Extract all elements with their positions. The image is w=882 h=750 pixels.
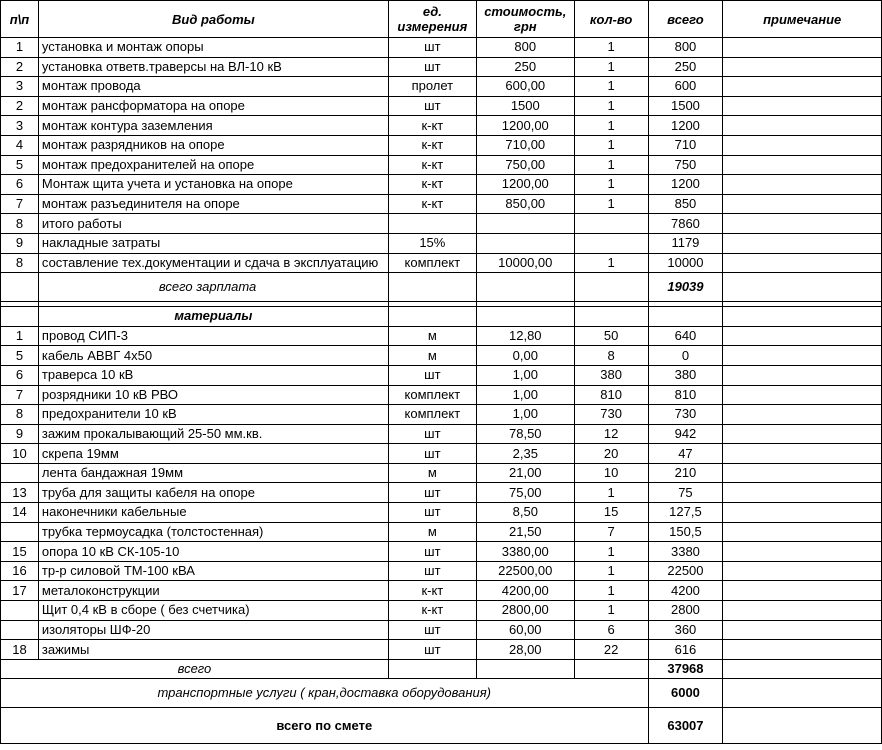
cell-cost: 22500,00 (476, 561, 574, 581)
materials-header-row (1, 307, 882, 327)
cell-empty (574, 307, 648, 327)
cell-note (723, 503, 882, 523)
cell-num: 17 (1, 581, 39, 601)
cell-name: накладные затраты (38, 233, 388, 253)
material-row (1, 483, 882, 503)
cell-note (723, 175, 882, 195)
cell-unit: к-кт (388, 601, 476, 621)
cell-name: зажимы (38, 640, 388, 660)
cell-unit: м (388, 522, 476, 542)
cell-num: 1 (1, 38, 39, 58)
cell-cost: 1,00 (476, 385, 574, 405)
material-row (1, 405, 882, 425)
cell-empty (388, 307, 476, 327)
cell-name: траверса 10 кВ (38, 365, 388, 385)
cell-name: провод СИП-3 (38, 326, 388, 346)
cell-num: 5 (1, 155, 39, 175)
cell-total: 850 (648, 194, 723, 214)
cell-unit: к-кт (388, 116, 476, 136)
cell-cost: 750,00 (476, 155, 574, 175)
material-row (1, 601, 882, 621)
cell-cost: 800 (476, 38, 574, 58)
cell-cost: 1,00 (476, 405, 574, 425)
cell-name: тр-р силовой ТМ-100 кВА (38, 561, 388, 581)
cell-note (723, 273, 882, 302)
work-row (1, 233, 882, 253)
cell-cost: 1500 (476, 96, 574, 116)
cell-unit: шт (388, 444, 476, 464)
cell-label: всего зарплата (38, 273, 388, 302)
material-row (1, 561, 882, 581)
cell-total: 19039 (648, 273, 723, 302)
cell-total: 600 (648, 77, 723, 97)
cell-name: опора 10 кВ СК-105-10 (38, 542, 388, 562)
cell-unit: шт (388, 542, 476, 562)
cell-qty: 12 (574, 424, 648, 444)
header-num: п\п (1, 1, 39, 38)
cell-note (723, 581, 882, 601)
work-row (1, 96, 882, 116)
cell-name: монтаж предохранителей на опоре (38, 155, 388, 175)
cell-qty: 1 (574, 601, 648, 621)
material-row (1, 346, 882, 366)
cell-total: 22500 (648, 561, 723, 581)
cell-qty: 810 (574, 385, 648, 405)
cell-cost: 710,00 (476, 135, 574, 155)
work-row (1, 175, 882, 195)
cell-unit: комплект (388, 405, 476, 425)
cell-num (1, 601, 39, 621)
cell-cost: 1200,00 (476, 116, 574, 136)
cell-cost: 2,35 (476, 444, 574, 464)
cell-name: установка ответв.траверсы на ВЛ-10 кВ (38, 57, 388, 77)
cell-qty: 1 (574, 77, 648, 97)
cell-num: 16 (1, 561, 39, 581)
cell-unit: к-кт (388, 175, 476, 195)
cell-unit: к-кт (388, 581, 476, 601)
cell-num: 7 (1, 385, 39, 405)
cell-note (723, 601, 882, 621)
cell-num: 8 (1, 405, 39, 425)
cell-total: 730 (648, 405, 723, 425)
header-row (1, 1, 882, 38)
cell-total: 63007 (648, 708, 723, 744)
materials-total-row (1, 659, 882, 679)
cell-unit: шт (388, 57, 476, 77)
cell-name: установка и монтаж опоры (38, 38, 388, 58)
cell-note (723, 483, 882, 503)
cell-total: 942 (648, 424, 723, 444)
cell-num: 2 (1, 96, 39, 116)
material-row (1, 385, 882, 405)
cell-label: всего (1, 659, 389, 679)
cell-num: 3 (1, 116, 39, 136)
cell-qty: 10 (574, 463, 648, 483)
cell-cost: 600,00 (476, 77, 574, 97)
cell-cost (476, 214, 574, 234)
cell-unit (388, 214, 476, 234)
cell-unit: м (388, 463, 476, 483)
cell-note (723, 253, 882, 273)
cell-cost: 12,80 (476, 326, 574, 346)
cell-note (723, 77, 882, 97)
cell-qty (574, 214, 648, 234)
cell-note (723, 708, 882, 744)
cell-cost: 28,00 (476, 640, 574, 660)
cell-qty: 1 (574, 561, 648, 581)
cell-note (723, 405, 882, 425)
cell-num: 18 (1, 640, 39, 660)
cell-num: 15 (1, 542, 39, 562)
cell-qty: 7 (574, 522, 648, 542)
cell-qty: 1 (574, 116, 648, 136)
cell-total: 6000 (648, 679, 723, 708)
cell-unit: шт (388, 503, 476, 523)
cell-num (1, 273, 39, 302)
cell-note (723, 424, 882, 444)
material-row (1, 424, 882, 444)
cell-total: 2800 (648, 601, 723, 621)
cell-empty (476, 273, 574, 302)
cell-unit: к-кт (388, 155, 476, 175)
cell-total: 1200 (648, 116, 723, 136)
material-row (1, 620, 882, 640)
cell-empty (723, 307, 882, 327)
cell-unit: комплект (388, 385, 476, 405)
cell-total: 1200 (648, 175, 723, 195)
cell-note (723, 214, 882, 234)
cell-qty: 1 (574, 175, 648, 195)
cell-total: 4200 (648, 581, 723, 601)
cell-name: Щит 0,4 кВ в сборе ( без счетчика) (38, 601, 388, 621)
cell-num: 5 (1, 346, 39, 366)
cell-empty (476, 659, 574, 679)
material-row (1, 522, 882, 542)
cell-qty: 1 (574, 135, 648, 155)
cell-name: металоконструкции (38, 581, 388, 601)
salary-row (1, 273, 882, 302)
cell-note (723, 659, 882, 679)
cell-total: 0 (648, 346, 723, 366)
cell-cost (476, 233, 574, 253)
cell-note (723, 561, 882, 581)
cell-num: 9 (1, 233, 39, 253)
cell-note (723, 116, 882, 136)
cell-empty (476, 307, 574, 327)
work-row (1, 57, 882, 77)
cell-name: труба для защиты кабеля на опоре (38, 483, 388, 503)
cell-unit: шт (388, 38, 476, 58)
cell-qty: 15 (574, 503, 648, 523)
cell-unit: шт (388, 96, 476, 116)
cell-note (723, 522, 882, 542)
cell-num (1, 522, 39, 542)
work-row (1, 38, 882, 58)
cell-name: Монтаж щита учета и установка на опоре (38, 175, 388, 195)
cell-num (1, 463, 39, 483)
cell-qty: 1 (574, 542, 648, 562)
header-total: всего (648, 1, 723, 38)
header-unit: ед. измерения (388, 1, 476, 38)
cell-cost: 10000,00 (476, 253, 574, 273)
cell-name: монтаж разрядников на опоре (38, 135, 388, 155)
work-row (1, 155, 882, 175)
cell-num: 9 (1, 424, 39, 444)
cell-total: 47 (648, 444, 723, 464)
cell-unit: 15% (388, 233, 476, 253)
cell-total: 1500 (648, 96, 723, 116)
cell-note (723, 463, 882, 483)
cell-qty: 50 (574, 326, 648, 346)
cell-name: кабель АВВГ 4х50 (38, 346, 388, 366)
cell-qty: 1 (574, 194, 648, 214)
cell-cost: 21,50 (476, 522, 574, 542)
cell-cost: 1,00 (476, 365, 574, 385)
cell-total: 640 (648, 326, 723, 346)
header-cost: стоимость, грн (476, 1, 574, 38)
cell-empty (388, 273, 476, 302)
cell-unit: м (388, 346, 476, 366)
cell-qty: 1 (574, 253, 648, 273)
cell-total: 810 (648, 385, 723, 405)
header-work: Вид работы (38, 1, 388, 38)
cell-num: 8 (1, 214, 39, 234)
cell-note (723, 444, 882, 464)
material-row (1, 326, 882, 346)
cell-unit: шт (388, 561, 476, 581)
work-row (1, 253, 882, 273)
work-row (1, 116, 882, 136)
cell-num: 8 (1, 253, 39, 273)
cell-total: 800 (648, 38, 723, 58)
materials-label: материалы (38, 307, 388, 327)
cell-empty (388, 659, 476, 679)
cell-note (723, 233, 882, 253)
cell-empty (648, 307, 723, 327)
cell-unit: м (388, 326, 476, 346)
header-qty: кол-во (574, 1, 648, 38)
cell-name: монтаж провода (38, 77, 388, 97)
cell-cost: 8,50 (476, 503, 574, 523)
cell-num: 10 (1, 444, 39, 464)
material-row (1, 463, 882, 483)
cell-total: 250 (648, 57, 723, 77)
cell-cost: 2800,00 (476, 601, 574, 621)
cell-unit: пролет (388, 77, 476, 97)
cell-name: итого работы (38, 214, 388, 234)
cell-note (723, 542, 882, 562)
material-row (1, 444, 882, 464)
cell-total: 7860 (648, 214, 723, 234)
cell-name: монтаж контура заземления (38, 116, 388, 136)
cell-note (723, 385, 882, 405)
cell-note (723, 194, 882, 214)
cell-cost: 0,00 (476, 346, 574, 366)
material-row (1, 640, 882, 660)
cell-unit: шт (388, 424, 476, 444)
cell-unit: шт (388, 620, 476, 640)
cell-qty: 730 (574, 405, 648, 425)
cell-name: предохранители 10 кВ (38, 405, 388, 425)
cell-num: 6 (1, 365, 39, 385)
cell-num: 7 (1, 194, 39, 214)
cell-total: 37968 (648, 659, 723, 679)
cell-qty: 8 (574, 346, 648, 366)
cell-num (1, 620, 39, 640)
cell-note (723, 346, 882, 366)
cell-note (723, 326, 882, 346)
cell-qty: 6 (574, 620, 648, 640)
cell-name: лента бандажная 19мм (38, 463, 388, 483)
cell-unit: комплект (388, 253, 476, 273)
cell-qty: 1 (574, 483, 648, 503)
cell-note (723, 38, 882, 58)
work-row (1, 77, 882, 97)
cell-num: 4 (1, 135, 39, 155)
cell-qty: 1 (574, 581, 648, 601)
cell-total: 127,5 (648, 503, 723, 523)
cell-name: изоляторы ШФ-20 (38, 620, 388, 640)
cell-total: 750 (648, 155, 723, 175)
cell-num: 1 (1, 326, 39, 346)
cell-note (723, 135, 882, 155)
cell-qty: 22 (574, 640, 648, 660)
cell-unit: шт (388, 365, 476, 385)
cell-cost: 250 (476, 57, 574, 77)
cell-total: 3380 (648, 542, 723, 562)
cell-unit: шт (388, 640, 476, 660)
cell-label: всего по смете (1, 708, 649, 744)
cell-note (723, 640, 882, 660)
cell-qty: 20 (574, 444, 648, 464)
cell-note (723, 620, 882, 640)
cell-qty: 1 (574, 38, 648, 58)
cell-cost: 78,50 (476, 424, 574, 444)
cell-name: трубка термоусадка (толстостенная) (38, 522, 388, 542)
cell-name: скрепа 19мм (38, 444, 388, 464)
cell-label: транспортные услуги ( кран,доставка оборудования) (1, 679, 649, 708)
cell-name: наконечники кабельные (38, 503, 388, 523)
cell-num: 2 (1, 57, 39, 77)
cell-total: 1179 (648, 233, 723, 253)
cell-num: 13 (1, 483, 39, 503)
cell-name: монтаж разъединителя на опоре (38, 194, 388, 214)
cell-num (1, 307, 39, 327)
cell-num: 14 (1, 503, 39, 523)
material-row (1, 365, 882, 385)
cell-total: 150,5 (648, 522, 723, 542)
cell-unit: к-кт (388, 194, 476, 214)
cell-cost: 4200,00 (476, 581, 574, 601)
cell-cost: 850,00 (476, 194, 574, 214)
cell-cost: 60,00 (476, 620, 574, 640)
work-row (1, 135, 882, 155)
work-row (1, 214, 882, 234)
cell-empty (574, 273, 648, 302)
cell-total: 210 (648, 463, 723, 483)
cell-total: 616 (648, 640, 723, 660)
transport-row (1, 679, 882, 708)
cell-qty: 1 (574, 96, 648, 116)
cell-total: 75 (648, 483, 723, 503)
cell-note (723, 679, 882, 708)
cell-unit: к-кт (388, 135, 476, 155)
material-row (1, 503, 882, 523)
cell-note (723, 155, 882, 175)
cell-name: составление тех.документации и сдача в эксплуатацию (38, 253, 388, 273)
cell-cost: 75,00 (476, 483, 574, 503)
cell-unit: шт (388, 483, 476, 503)
cell-note (723, 57, 882, 77)
cell-qty: 1 (574, 57, 648, 77)
cell-empty (574, 659, 648, 679)
cell-num: 6 (1, 175, 39, 195)
material-row (1, 581, 882, 601)
cell-total: 710 (648, 135, 723, 155)
cell-cost: 3380,00 (476, 542, 574, 562)
cell-cost: 1200,00 (476, 175, 574, 195)
grand-total-row (1, 708, 882, 744)
cell-note (723, 365, 882, 385)
cell-total: 10000 (648, 253, 723, 273)
cell-note (723, 96, 882, 116)
cell-cost: 21,00 (476, 463, 574, 483)
cell-name: монтаж рансформатора на опоре (38, 96, 388, 116)
cell-total: 380 (648, 365, 723, 385)
work-row (1, 194, 882, 214)
cell-name: зажим прокалывающий 25-50 мм.кв. (38, 424, 388, 444)
cell-num: 3 (1, 77, 39, 97)
cell-total: 360 (648, 620, 723, 640)
cell-qty: 1 (574, 155, 648, 175)
cell-qty: 380 (574, 365, 648, 385)
material-row (1, 542, 882, 562)
cell-qty (574, 233, 648, 253)
header-note: примечание (723, 1, 882, 38)
cell-name: розрядники 10 кВ РВО (38, 385, 388, 405)
